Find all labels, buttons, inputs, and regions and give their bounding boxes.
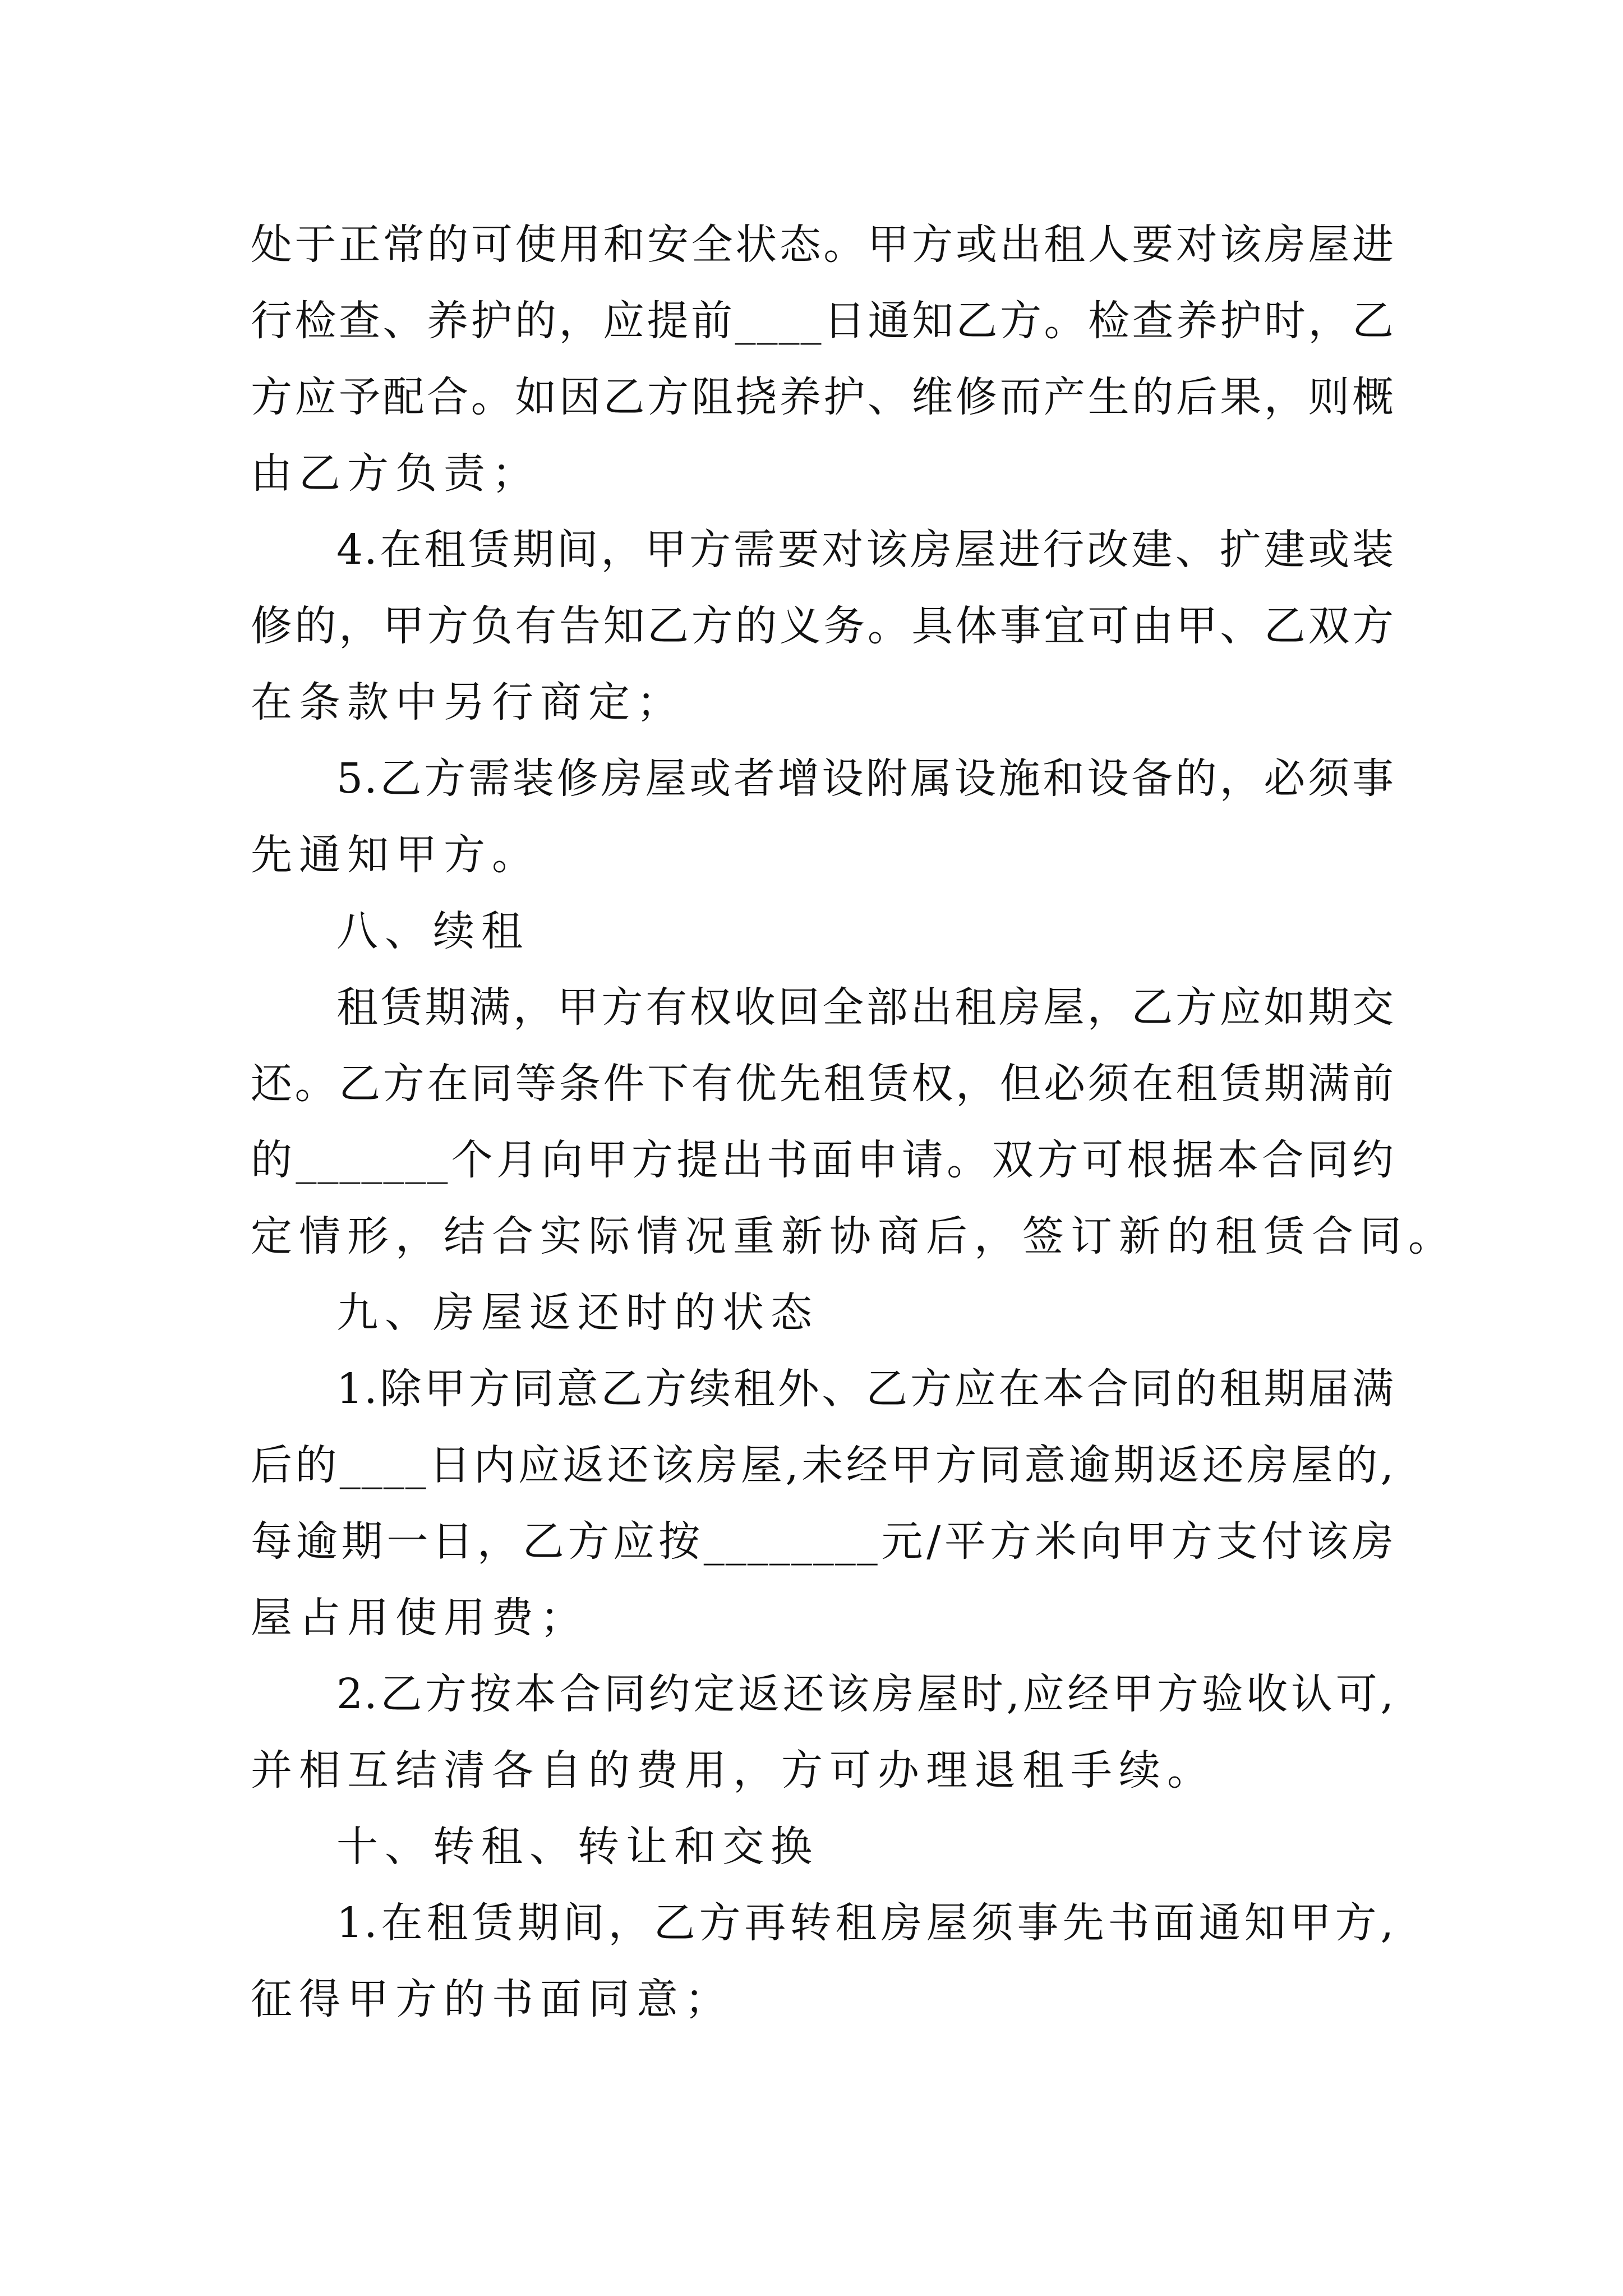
text-line: 1.除甲方同意乙方续租外、乙方应在本合同的租期届满: [336, 1365, 1395, 1413]
text-line: 处于正常的可使用和安全状态。甲方或出租人要对该房屋进: [251, 220, 1395, 269]
text-line: 屋占用使用费；: [251, 1594, 588, 1642]
text-line: 方应予配合。如因乙方阻挠养护、维修而产生的后果，则概: [251, 373, 1395, 421]
text-line: 1.在租赁期间，乙方再转租房屋须事先书面通知甲方,: [336, 1899, 1395, 1947]
text-line: 在条款中另行商定；: [251, 678, 685, 726]
text-line: 2.乙方按本合同约定返还该房屋时,应经甲方验收认可,: [336, 1670, 1395, 1718]
text-line: 5.乙方需装修房屋或者增设附属设施和设备的，必须事: [336, 754, 1395, 803]
text-line: 的_______个月向甲方提出书面申请。双方可根据本合同约: [251, 1136, 1395, 1184]
text-line: 定情形，结合实际情况重新协商后，签订新的租赁合同。: [251, 1212, 1456, 1260]
section-heading: 九、房屋返还时的状态: [336, 1289, 819, 1337]
text-line: 还。乙方在同等条件下有优先租赁权，但必须在租赁期满前: [251, 1060, 1395, 1108]
section-heading: 十、转租、转让和交换: [336, 1823, 819, 1871]
text-line: 征得甲方的书面同意；: [251, 1975, 733, 2023]
text-line: 并相互结清各自的费用，方可办理退租手续。: [251, 1746, 1215, 1795]
text-line: 先通知甲方。: [251, 831, 540, 879]
text-line: 租赁期满，甲方有权收回全部出租房屋，乙方应如期交: [336, 983, 1395, 1032]
section-heading: 八、续租: [336, 907, 529, 955]
text-line: 修的，甲方负有告知乙方的义务。具体事宜可由甲、乙双方: [251, 602, 1395, 650]
text-line: 行检查、养护的，应提前____日通知乙方。检查养护时，乙: [251, 297, 1395, 345]
text-line: 每逾期一日，乙方应按________元/平方米向甲方支付该房: [251, 1517, 1395, 1566]
text-line: 4.在租赁期间，甲方需要对该房屋进行改建、扩建或装: [336, 526, 1395, 574]
text-line: 后的____日内应返还该房屋,未经甲方同意逾期返还房屋的,: [251, 1441, 1395, 1489]
text-line: 由乙方负责；: [251, 449, 540, 498]
